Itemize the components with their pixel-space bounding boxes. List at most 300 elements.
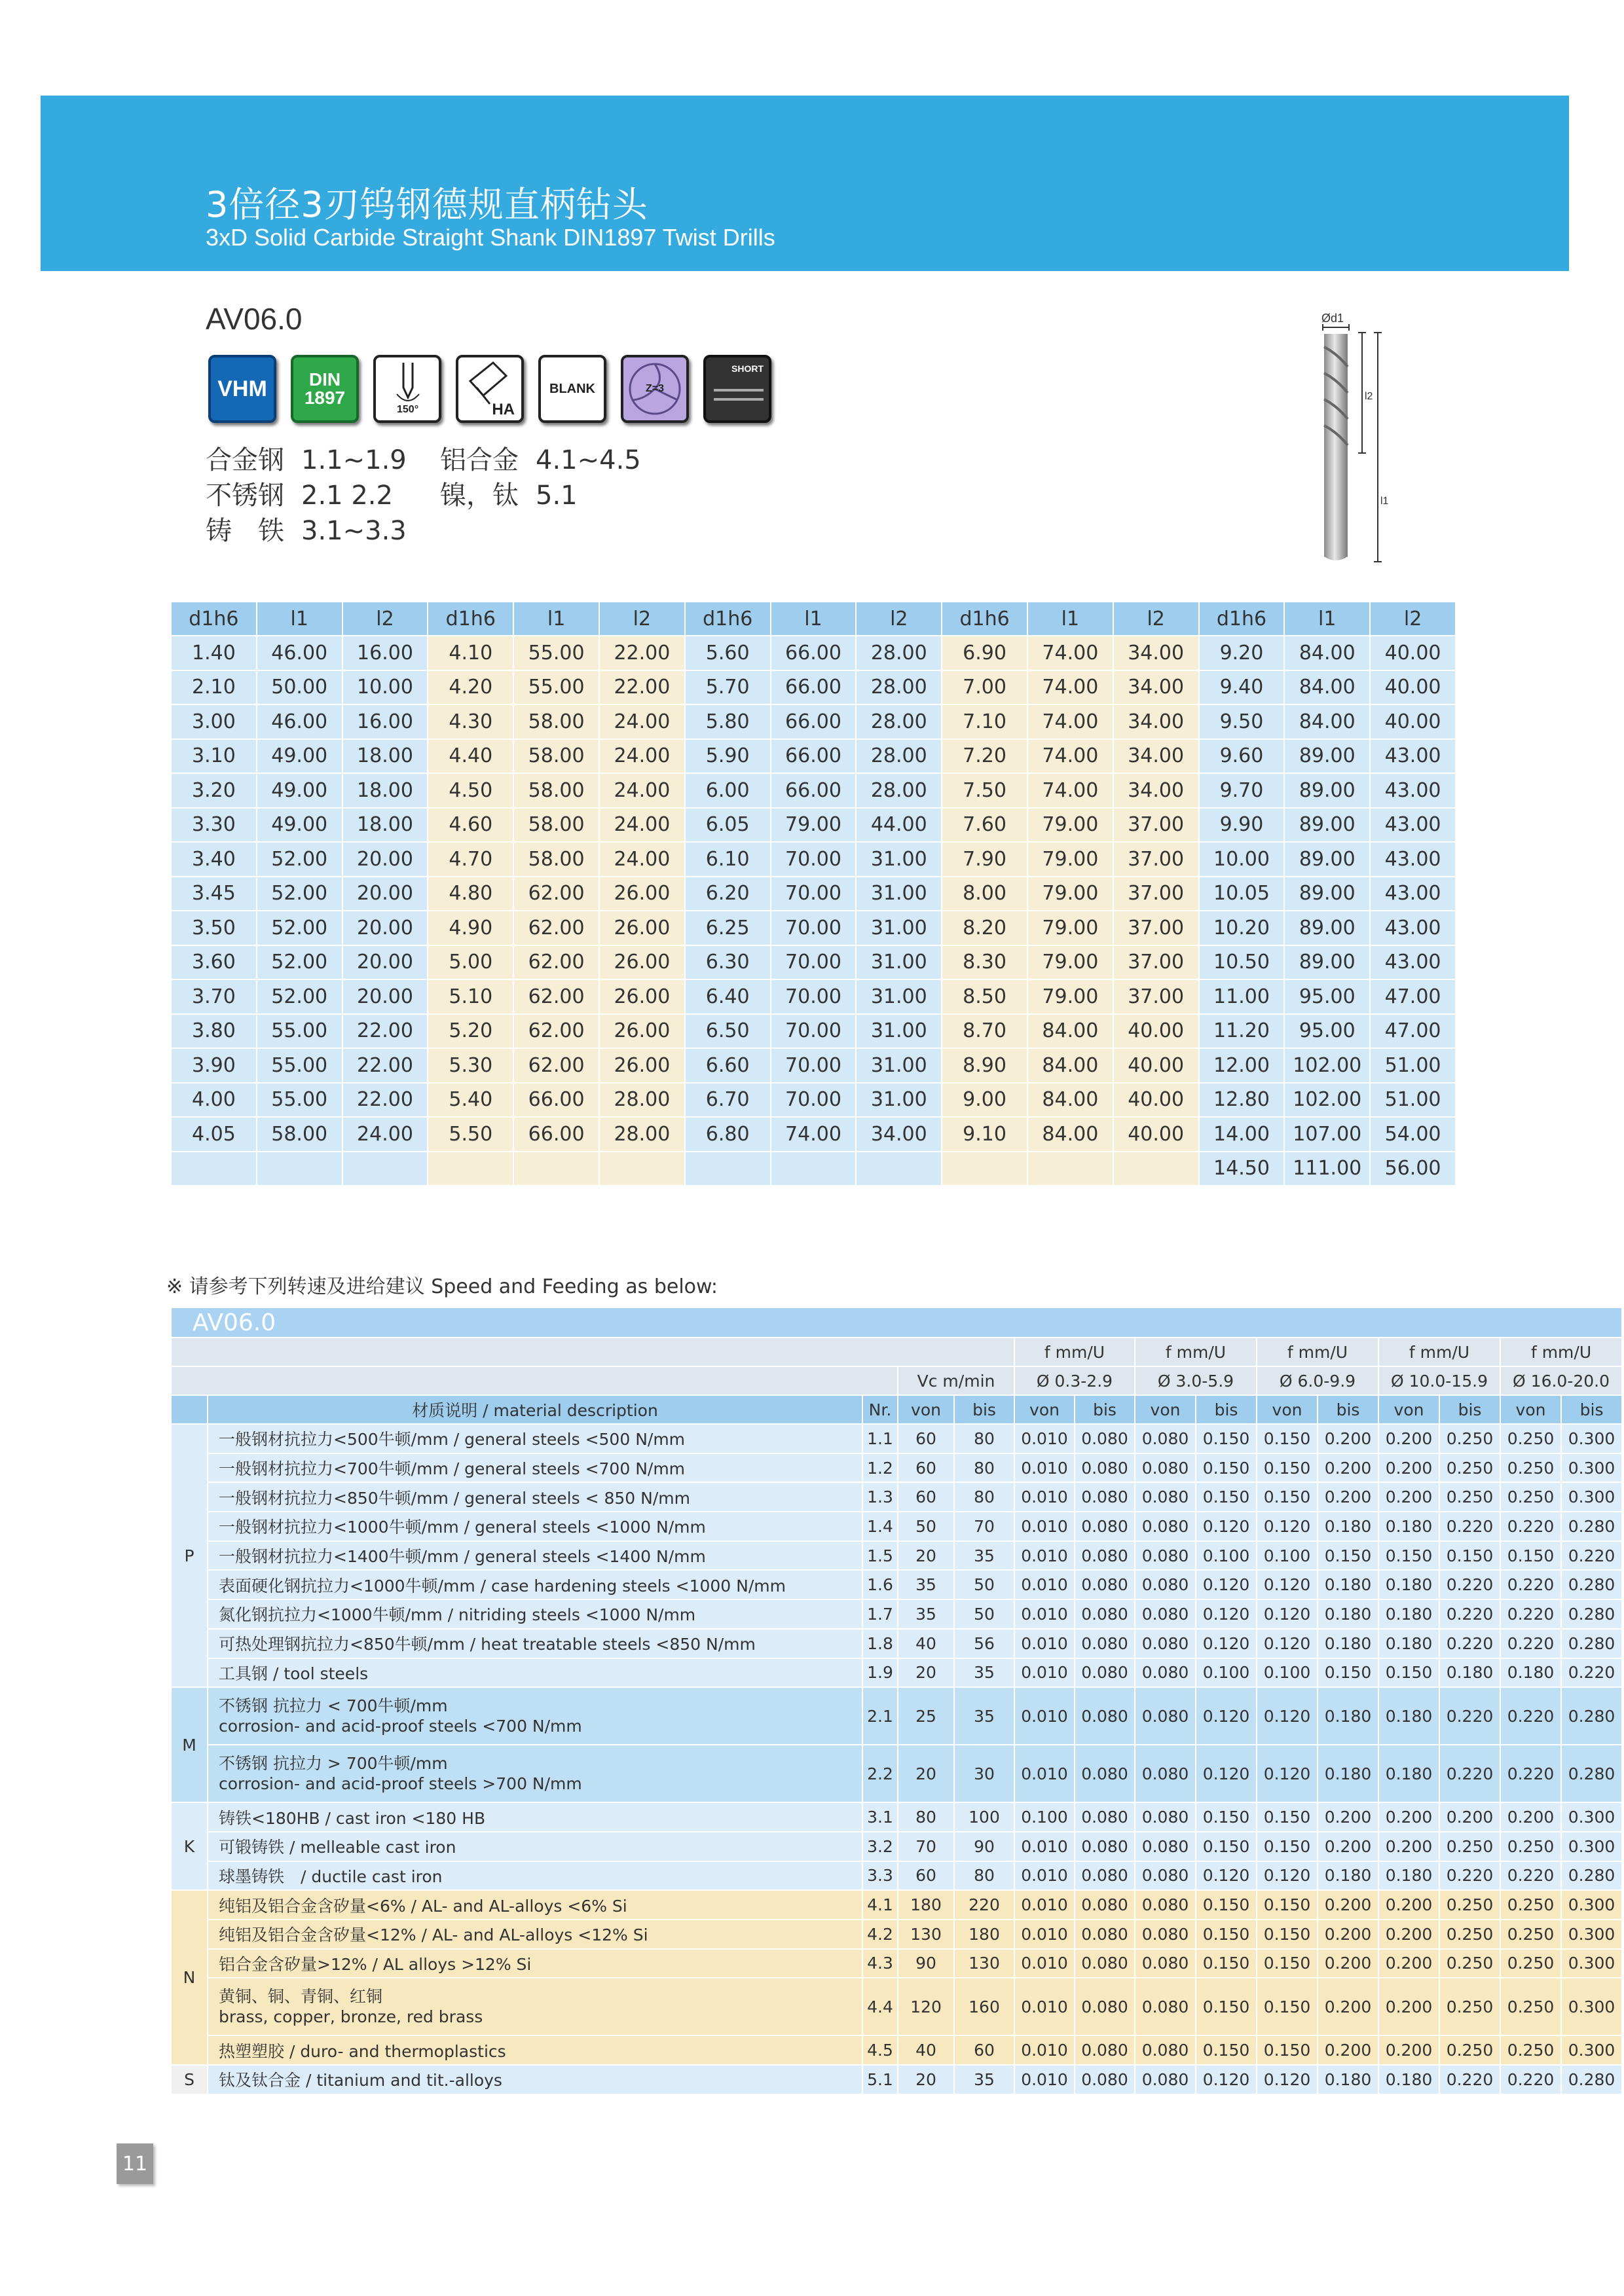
value-cell: 0.220 (1500, 1599, 1561, 1629)
value-cell: 0.180 (1318, 1745, 1378, 1802)
feed-header: f mm/U (1378, 1338, 1500, 1366)
table-row (171, 1014, 1456, 1049)
description-line: 纯铝及铝合金含矽量<6% / AL- and AL-alloys <6% Si (219, 1896, 627, 1916)
column-header: d1h6 (1199, 602, 1285, 636)
table-cell: 9.20 (1199, 636, 1285, 670)
value-cell: 0.080 (1135, 1424, 1196, 1453)
table-cell: 58.00 (513, 808, 599, 843)
value-cell: 180 (954, 1920, 1014, 1949)
table-cell: 12.00 (1199, 1048, 1285, 1083)
table-cell: 52.00 (257, 945, 342, 980)
table-cell: 3.45 (171, 877, 257, 911)
table-cell: 62.00 (513, 945, 599, 980)
table-cell: 24.00 (599, 773, 685, 808)
table-cell (513, 1152, 599, 1186)
value-cell: 0.150 (1378, 1658, 1439, 1688)
column-header: l2 (1370, 602, 1456, 636)
table-cell: 1.40 (171, 636, 257, 670)
value-cell: 0.200 (1318, 1453, 1378, 1483)
value-cell: 0.200 (1439, 1802, 1500, 1832)
table-cell: 22.00 (599, 636, 685, 670)
table-cell: 10.50 (1199, 945, 1285, 980)
material-number: 1.4 (862, 1512, 898, 1541)
table-cell: 16.00 (342, 636, 428, 670)
table-cell: 3.60 (171, 945, 257, 980)
value-cell: 0.150 (1257, 1802, 1318, 1832)
value-cell: 0.280 (1561, 1512, 1622, 1541)
description-line: 一般钢材抗拉力<500牛顿/mm / general steels <500 N/mm (219, 1430, 686, 1449)
material-number: 4.4 (862, 1978, 898, 2035)
value-cell: 0.080 (1135, 1512, 1196, 1541)
value-cell: 0.120 (1196, 1570, 1257, 1599)
material-description (208, 1570, 862, 1599)
value-cell: 0.250 (1500, 1920, 1561, 1949)
table-cell: 62.00 (513, 911, 599, 945)
value-cell: 0.220 (1500, 1687, 1561, 1745)
bis-header: bis (1561, 1395, 1622, 1424)
table-row (171, 2035, 1622, 2065)
value-cell: 0.300 (1561, 1802, 1622, 1832)
material-row: 不锈钢 2.1 2.2 镍，钛 5.1 (206, 481, 578, 511)
table-cell: 31.00 (856, 1014, 942, 1049)
value-cell: 0.150 (1196, 1802, 1257, 1832)
table-cell (771, 1152, 857, 1186)
description-line: corrosion- and acid-proof steels >700 N/mm (219, 1774, 582, 1794)
table-cell: 89.00 (1284, 877, 1370, 911)
diameter-range-header: Ø 10.0-15.9 (1378, 1366, 1500, 1395)
table-cell: 43.00 (1370, 773, 1456, 808)
value-cell: 35 (954, 2065, 1014, 2094)
value-cell: 0.220 (1500, 2065, 1561, 2094)
table-cell: 55.00 (513, 636, 599, 670)
table-cell: 62.00 (513, 877, 599, 911)
drill-diagram (1310, 308, 1395, 570)
table-cell: 10.00 (1199, 842, 1285, 877)
value-cell: 0.120 (1196, 1861, 1257, 1891)
value-cell: 0.120 (1257, 1629, 1318, 1658)
diameter-range-header: Ø 16.0-20.0 (1500, 1366, 1622, 1395)
value-cell: 0.180 (1318, 1570, 1378, 1599)
description-line: 一般钢材抗拉力<700牛顿/mm / general steels <700 N/mm (219, 1459, 686, 1479)
value-cell: 0.180 (1378, 1861, 1439, 1891)
value-cell: 25 (898, 1687, 954, 1745)
table-cell: 52.00 (257, 877, 342, 911)
value-cell: 0.120 (1196, 1629, 1257, 1658)
material-description (208, 1512, 862, 1541)
value-cell: 0.200 (1318, 1920, 1378, 1949)
table-cell: 89.00 (1284, 808, 1370, 843)
table-row (171, 1048, 1456, 1083)
table-cell: 11.20 (1199, 1014, 1285, 1049)
value-cell: 35 (898, 1599, 954, 1629)
value-cell: 0.080 (1135, 1453, 1196, 1483)
table-cell: 9.50 (1199, 704, 1285, 739)
table-row (171, 1861, 1622, 1891)
table-cell: 62.00 (513, 979, 599, 1014)
value-cell: 20 (898, 1745, 954, 1802)
table-row (171, 1890, 1622, 1920)
table-cell: 4.20 (428, 670, 513, 705)
value-cell: 0.010 (1014, 1978, 1075, 2035)
value-cell: 0.250 (1500, 1832, 1561, 1861)
table-cell: 3.70 (171, 979, 257, 1014)
value-cell: 0.220 (1439, 1512, 1500, 1541)
column-header: d1h6 (685, 602, 771, 636)
table-cell: 34.00 (856, 1117, 942, 1152)
value-cell: 0.010 (1014, 1745, 1075, 1802)
header-blank (171, 1395, 208, 1424)
value-cell: 0.080 (1075, 1541, 1135, 1571)
table-cell: 95.00 (1284, 979, 1370, 1014)
table-cell: 3.20 (171, 773, 257, 808)
value-cell: 0.200 (1318, 1978, 1378, 2035)
value-cell: 30 (954, 1745, 1014, 1802)
value-cell: 0.200 (1318, 1949, 1378, 1978)
value-cell: 0.080 (1135, 1541, 1196, 1571)
value-cell: 0.180 (1378, 1629, 1439, 1658)
table-cell: 50.00 (257, 670, 342, 705)
value-cell: 0.250 (1500, 2035, 1561, 2065)
table-cell: 31.00 (856, 979, 942, 1014)
material-number: 4.5 (862, 2035, 898, 2065)
value-cell: 0.150 (1196, 1482, 1257, 1512)
table-cell: 3.10 (171, 739, 257, 774)
value-cell: 0.010 (1014, 1599, 1075, 1629)
value-cell: 90 (954, 1832, 1014, 1861)
value-cell: 0.120 (1257, 1861, 1318, 1891)
table-cell: 9.60 (1199, 739, 1285, 774)
table-cell: 70.00 (771, 877, 857, 911)
material-number: 1.8 (862, 1629, 898, 1658)
table-cell: 89.00 (1284, 773, 1370, 808)
feed-header: f mm/U (1257, 1338, 1378, 1366)
value-cell: 0.150 (1196, 1920, 1257, 1949)
column-header: l1 (1027, 602, 1113, 636)
value-cell: 0.250 (1500, 1482, 1561, 1512)
value-cell: 0.200 (1378, 1890, 1439, 1920)
speed-note: ※ 请参考下列转速及进给建议 Speed and Feeding as below: (166, 1275, 718, 1298)
table-cell: 9.70 (1199, 773, 1285, 808)
material-description (208, 1745, 862, 1802)
table-row (171, 945, 1456, 980)
table-cell: 5.70 (685, 670, 771, 705)
value-cell: 0.250 (1500, 1949, 1561, 1978)
table-cell: 58.00 (513, 704, 599, 739)
value-cell: 0.200 (1378, 2035, 1439, 2065)
table-row (171, 1687, 1622, 1745)
value-cell: 0.250 (1500, 1890, 1561, 1920)
table-cell: 26.00 (599, 945, 685, 980)
table-cell: 6.25 (685, 911, 771, 945)
table-cell: 79.00 (1027, 877, 1113, 911)
table-cell: 2.10 (171, 670, 257, 705)
table-cell: 66.00 (771, 636, 857, 670)
value-cell: 0.250 (1439, 1482, 1500, 1512)
value-cell: 60 (898, 1453, 954, 1483)
nr-header: Nr. (862, 1395, 898, 1424)
blank-icon: BLANK (538, 355, 606, 423)
table-cell: 74.00 (1027, 739, 1113, 774)
point-angle-icon: 150° (373, 355, 441, 423)
value-cell: 0.300 (1561, 2035, 1622, 2065)
table-cell: 34.00 (1113, 739, 1199, 774)
table-cell: 14.50 (1199, 1152, 1285, 1186)
column-header: d1h6 (428, 602, 513, 636)
header-row (171, 1395, 1622, 1424)
bis-header: bis (1439, 1395, 1500, 1424)
table-cell: 70.00 (771, 842, 857, 877)
table-cell: 20.00 (342, 979, 428, 1014)
description-line: 表面硬化钢抗拉力<1000牛顿/mm / case hardening steels <1000 N/mm (219, 1576, 786, 1595)
value-cell: 0.220 (1439, 1570, 1500, 1599)
table-row (171, 1083, 1456, 1118)
drill-d1-label: Ød1 (1321, 312, 1344, 325)
table-cell (257, 1152, 342, 1186)
value-cell: 130 (898, 1920, 954, 1949)
value-cell: 0.080 (1075, 1949, 1135, 1978)
page-title-en: 3xD Solid Carbide Straight Shank DIN1897 Twist Drills (206, 224, 775, 251)
material-number: 1.3 (862, 1482, 898, 1512)
table-cell: 7.60 (942, 808, 1027, 843)
value-cell: 0.150 (1257, 1978, 1318, 2035)
value-cell: 56 (954, 1629, 1014, 1658)
table-cell: 5.00 (428, 945, 513, 980)
table-cell: 40.00 (1113, 1083, 1199, 1118)
table-cell: 4.90 (428, 911, 513, 945)
value-cell: 80 (954, 1482, 1014, 1512)
table-cell: 58.00 (513, 842, 599, 877)
value-cell: 0.010 (1014, 1541, 1075, 1571)
value-cell: 0.120 (1257, 2065, 1318, 2094)
value-cell: 50 (898, 1512, 954, 1541)
table-row (171, 1629, 1622, 1658)
table-cell: 4.30 (428, 704, 513, 739)
material-number: 1.2 (862, 1453, 898, 1483)
table-cell: 8.20 (942, 911, 1027, 945)
description-line: 不锈钢 抗拉力 > 700牛顿/mm (219, 1754, 448, 1774)
value-cell: 180 (898, 1890, 954, 1920)
value-cell: 0.120 (1257, 1745, 1318, 1802)
table-row (171, 1658, 1622, 1688)
table-cell: 40.00 (1113, 1048, 1199, 1083)
table-row (171, 1599, 1622, 1629)
value-cell: 0.080 (1135, 1978, 1196, 2035)
material-number: 1.7 (862, 1599, 898, 1629)
value-cell: 220 (954, 1890, 1014, 1920)
table-row (171, 1482, 1622, 1512)
table-cell: 70.00 (771, 945, 857, 980)
value-cell: 130 (954, 1949, 1014, 1978)
table-cell: 89.00 (1284, 739, 1370, 774)
value-cell: 90 (898, 1949, 954, 1978)
table-cell: 18.00 (342, 773, 428, 808)
table-cell: 4.70 (428, 842, 513, 877)
table-cell: 84.00 (1027, 1014, 1113, 1049)
table-cell (942, 1152, 1027, 1186)
table-cell: 6.30 (685, 945, 771, 980)
value-cell: 35 (954, 1687, 1014, 1745)
value-cell: 0.080 (1135, 1861, 1196, 1891)
value-cell: 0.150 (1196, 1949, 1257, 1978)
value-cell: 0.010 (1014, 2035, 1075, 2065)
table-cell: 5.10 (428, 979, 513, 1014)
value-cell: 80 (954, 1453, 1014, 1483)
table-cell: 7.20 (942, 739, 1027, 774)
table-cell: 12.80 (1199, 1083, 1285, 1118)
description-line: 可锻铸铁 / melleable cast iron (219, 1838, 456, 1857)
value-cell: 0.200 (1378, 1424, 1439, 1453)
value-cell: 0.280 (1561, 1861, 1622, 1891)
table-cell: 8.50 (942, 979, 1027, 1014)
value-cell: 0.080 (1135, 1832, 1196, 1861)
table-cell: 4.05 (171, 1117, 257, 1152)
table-cell: 66.00 (513, 1083, 599, 1118)
table-title: AV06.0 (171, 1307, 1622, 1338)
description-line: 一般钢材抗拉力<850牛顿/mm / general steels < 850 N/mm (219, 1488, 690, 1508)
table-cell: 84.00 (1027, 1048, 1113, 1083)
value-cell: 0.080 (1075, 2035, 1135, 2065)
table-cell: 74.00 (771, 1117, 857, 1152)
table-cell: 111.00 (1284, 1152, 1370, 1186)
material-description (208, 1658, 862, 1688)
table-cell: 8.90 (942, 1048, 1027, 1083)
value-cell: 0.080 (1075, 1920, 1135, 1949)
value-cell: 0.150 (1257, 1482, 1318, 1512)
value-cell: 0.250 (1439, 1453, 1500, 1483)
table-cell: 34.00 (1113, 704, 1199, 739)
table-cell (1113, 1152, 1199, 1186)
value-cell: 0.010 (1014, 1658, 1075, 1688)
value-cell: 0.200 (1318, 2035, 1378, 2065)
value-cell: 0.150 (1196, 1978, 1257, 2035)
value-cell: 0.150 (1318, 1658, 1378, 1688)
value-cell: 40 (898, 2035, 954, 2065)
value-cell: 0.120 (1196, 1512, 1257, 1541)
table-cell: 84.00 (1284, 670, 1370, 705)
table-cell: 4.50 (428, 773, 513, 808)
table-cell: 51.00 (1370, 1048, 1456, 1083)
value-cell: 0.220 (1439, 1745, 1500, 1802)
table-row (171, 1832, 1622, 1861)
table-cell: 79.00 (1027, 911, 1113, 945)
value-cell: 0.300 (1561, 1482, 1622, 1512)
table-cell: 37.00 (1113, 842, 1199, 877)
value-cell: 0.280 (1561, 1570, 1622, 1599)
table-cell: 6.70 (685, 1083, 771, 1118)
description-line: 纯铝及铝合金含矽量<12% / AL- and AL-alloys <12% Si (219, 1925, 648, 1945)
description-line: 铝合金含矽量>12% / AL alloys >12% Si (219, 1954, 532, 1974)
table-cell: 5.90 (685, 739, 771, 774)
table-cell: 55.00 (257, 1048, 342, 1083)
value-cell: 0.220 (1439, 2065, 1500, 2094)
table-cell: 6.80 (685, 1117, 771, 1152)
value-cell: 0.300 (1561, 1920, 1622, 1949)
value-cell: 35 (954, 1658, 1014, 1688)
value-cell: 0.280 (1561, 2065, 1622, 2094)
value-cell: 50 (954, 1599, 1014, 1629)
value-cell: 0.200 (1378, 1832, 1439, 1861)
table-cell: 5.30 (428, 1048, 513, 1083)
table-cell: 70.00 (771, 1048, 857, 1083)
table-cell: 34.00 (1113, 773, 1199, 808)
material-number: 4.3 (862, 1949, 898, 1978)
table-cell: 28.00 (856, 739, 942, 774)
value-cell: 0.150 (1500, 1541, 1561, 1571)
value-cell: 0.010 (1014, 1570, 1075, 1599)
material-description (208, 1978, 862, 2035)
table-cell: 70.00 (771, 1014, 857, 1049)
value-cell: 0.150 (1196, 1424, 1257, 1453)
table-cell: 84.00 (1284, 704, 1370, 739)
table-cell: 37.00 (1113, 979, 1199, 1014)
table-cell: 7.10 (942, 704, 1027, 739)
value-cell: 0.080 (1135, 1599, 1196, 1629)
value-cell: 0.180 (1500, 1658, 1561, 1688)
value-cell: 0.250 (1500, 1424, 1561, 1453)
table-cell: 49.00 (257, 773, 342, 808)
table-row (171, 1949, 1622, 1978)
table-cell: 66.00 (513, 1117, 599, 1152)
table-cell: 89.00 (1284, 945, 1370, 980)
value-cell: 0.080 (1135, 1570, 1196, 1599)
table-cell: 31.00 (856, 877, 942, 911)
table-cell: 89.00 (1284, 911, 1370, 945)
table-cell: 6.10 (685, 842, 771, 877)
three-flute-icon: Z=3 (621, 355, 689, 423)
table-cell: 7.50 (942, 773, 1027, 808)
short-length-icon: SHORT (703, 355, 771, 423)
value-cell: 0.010 (1014, 1890, 1075, 1920)
value-cell: 0.180 (1318, 1629, 1378, 1658)
table-cell: 74.00 (1027, 636, 1113, 670)
value-cell: 0.010 (1014, 1687, 1075, 1745)
table-cell: 70.00 (771, 979, 857, 1014)
table-cell: 5.80 (685, 704, 771, 739)
value-cell: 0.300 (1561, 1949, 1622, 1978)
value-cell: 80 (898, 1802, 954, 1832)
table-cell: 40.00 (1113, 1117, 1199, 1152)
table-row (171, 1512, 1622, 1541)
value-cell: 0.150 (1257, 1920, 1318, 1949)
column-header: d1h6 (171, 602, 257, 636)
table-header-row (171, 602, 1456, 636)
bis-header: bis (1075, 1395, 1135, 1424)
table-cell (856, 1152, 942, 1186)
value-cell: 0.180 (1318, 1861, 1378, 1891)
material-row: 铸 铁 3.1~3.3 (206, 516, 407, 546)
table-cell: 89.00 (1284, 842, 1370, 877)
table-cell: 18.00 (342, 739, 428, 774)
table-cell: 43.00 (1370, 945, 1456, 980)
table-cell (685, 1152, 771, 1186)
table-cell: 6.60 (685, 1048, 771, 1083)
table-cell: 40.00 (1370, 704, 1456, 739)
feed-header: f mm/U (1135, 1338, 1257, 1366)
table-cell: 55.00 (513, 670, 599, 705)
table-cell: 40.00 (1113, 1014, 1199, 1049)
value-cell: 35 (954, 1541, 1014, 1571)
value-cell: 0.010 (1014, 1920, 1075, 1949)
table-cell: 107.00 (1284, 1117, 1370, 1152)
value-cell: 0.010 (1014, 1453, 1075, 1483)
value-cell: 60 (898, 1482, 954, 1512)
value-cell: 0.010 (1014, 2065, 1075, 2094)
table-cell: 49.00 (257, 808, 342, 843)
value-cell: 0.220 (1500, 1629, 1561, 1658)
table-cell: 24.00 (599, 808, 685, 843)
column-header: l1 (1284, 602, 1370, 636)
table-row (171, 979, 1456, 1014)
